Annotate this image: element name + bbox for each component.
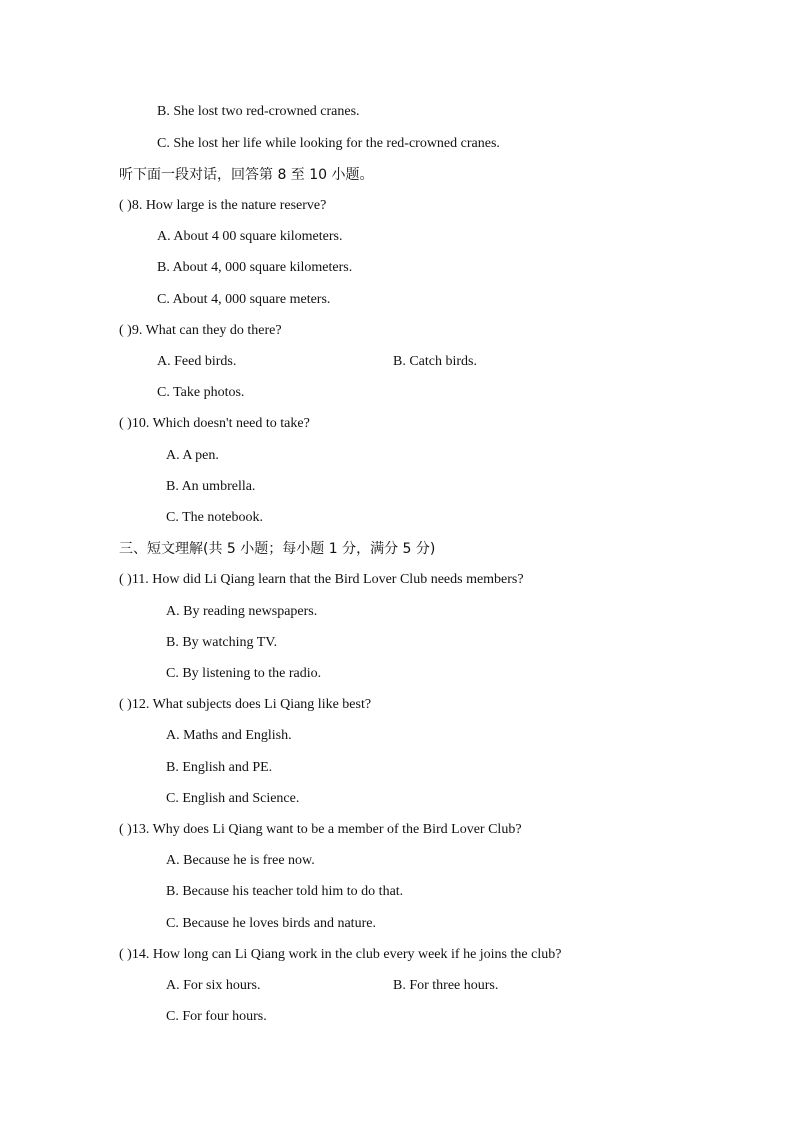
q12-option-c: C. English and Science. xyxy=(166,791,300,806)
q13-option-b: B. Because his teacher told him to do that. xyxy=(166,884,404,899)
q14-option-c: C. For four hours. xyxy=(166,1009,267,1024)
question-10: ( )10. Which doesn't need to take? xyxy=(119,416,310,431)
question-8: ( )8. How large is the nature reserve? xyxy=(119,198,327,213)
q10-option-c: C. The notebook. xyxy=(166,510,263,525)
instruction-8-10: 听下面一段对话，回答第 8 至 10 小题。 xyxy=(119,167,374,183)
q14-option-b: B. For three hours. xyxy=(393,978,499,993)
q7-option-c: C. She lost her life while looking for the red-crowned cranes. xyxy=(157,136,500,151)
q13-option-c: C. Because he loves birds and nature. xyxy=(166,916,376,931)
q10-option-b: B. An umbrella. xyxy=(166,479,256,494)
q12-option-a: A. Maths and English. xyxy=(166,728,292,743)
q9-option-b: B. Catch birds. xyxy=(393,354,477,369)
q13-option-a: A. Because he is free now. xyxy=(166,853,315,868)
section-3-heading: 三、短文理解(共 5 小题；每小题 1 分，满分 5 分) xyxy=(119,541,436,557)
q11-option-c: C. By listening to the radio. xyxy=(166,666,322,681)
q10-option-a: A. A pen. xyxy=(166,448,219,463)
q8-option-c: C. About 4, 000 square meters. xyxy=(157,292,331,307)
q11-option-a: A. By reading newspapers. xyxy=(166,604,318,619)
q7-option-b: B. She lost two red-crowned cranes. xyxy=(157,104,360,119)
question-11: ( )11. How did Li Qiang learn that the Bird Lover Club needs members? xyxy=(119,572,524,587)
question-13: ( )13. Why does Li Qiang want to be a member of the Bird Lover Club? xyxy=(119,822,522,837)
q9-option-c: C. Take photos. xyxy=(157,385,245,400)
question-9: ( )9. What can they do there? xyxy=(119,323,282,338)
q12-option-b: B. English and PE. xyxy=(166,760,273,775)
q14-option-a: A. For six hours. xyxy=(166,978,261,993)
question-12: ( )12. What subjects does Li Qiang like best? xyxy=(119,697,372,712)
q11-option-b: B. By watching TV. xyxy=(166,635,278,650)
question-14: ( )14. How long can Li Qiang work in the club every week if he joins the club? xyxy=(119,947,562,962)
q9-option-a: A. Feed birds. xyxy=(157,354,237,369)
q8-option-a: A. About 4 00 square kilometers. xyxy=(157,229,343,244)
q8-option-b: B. About 4, 000 square kilometers. xyxy=(157,260,353,275)
